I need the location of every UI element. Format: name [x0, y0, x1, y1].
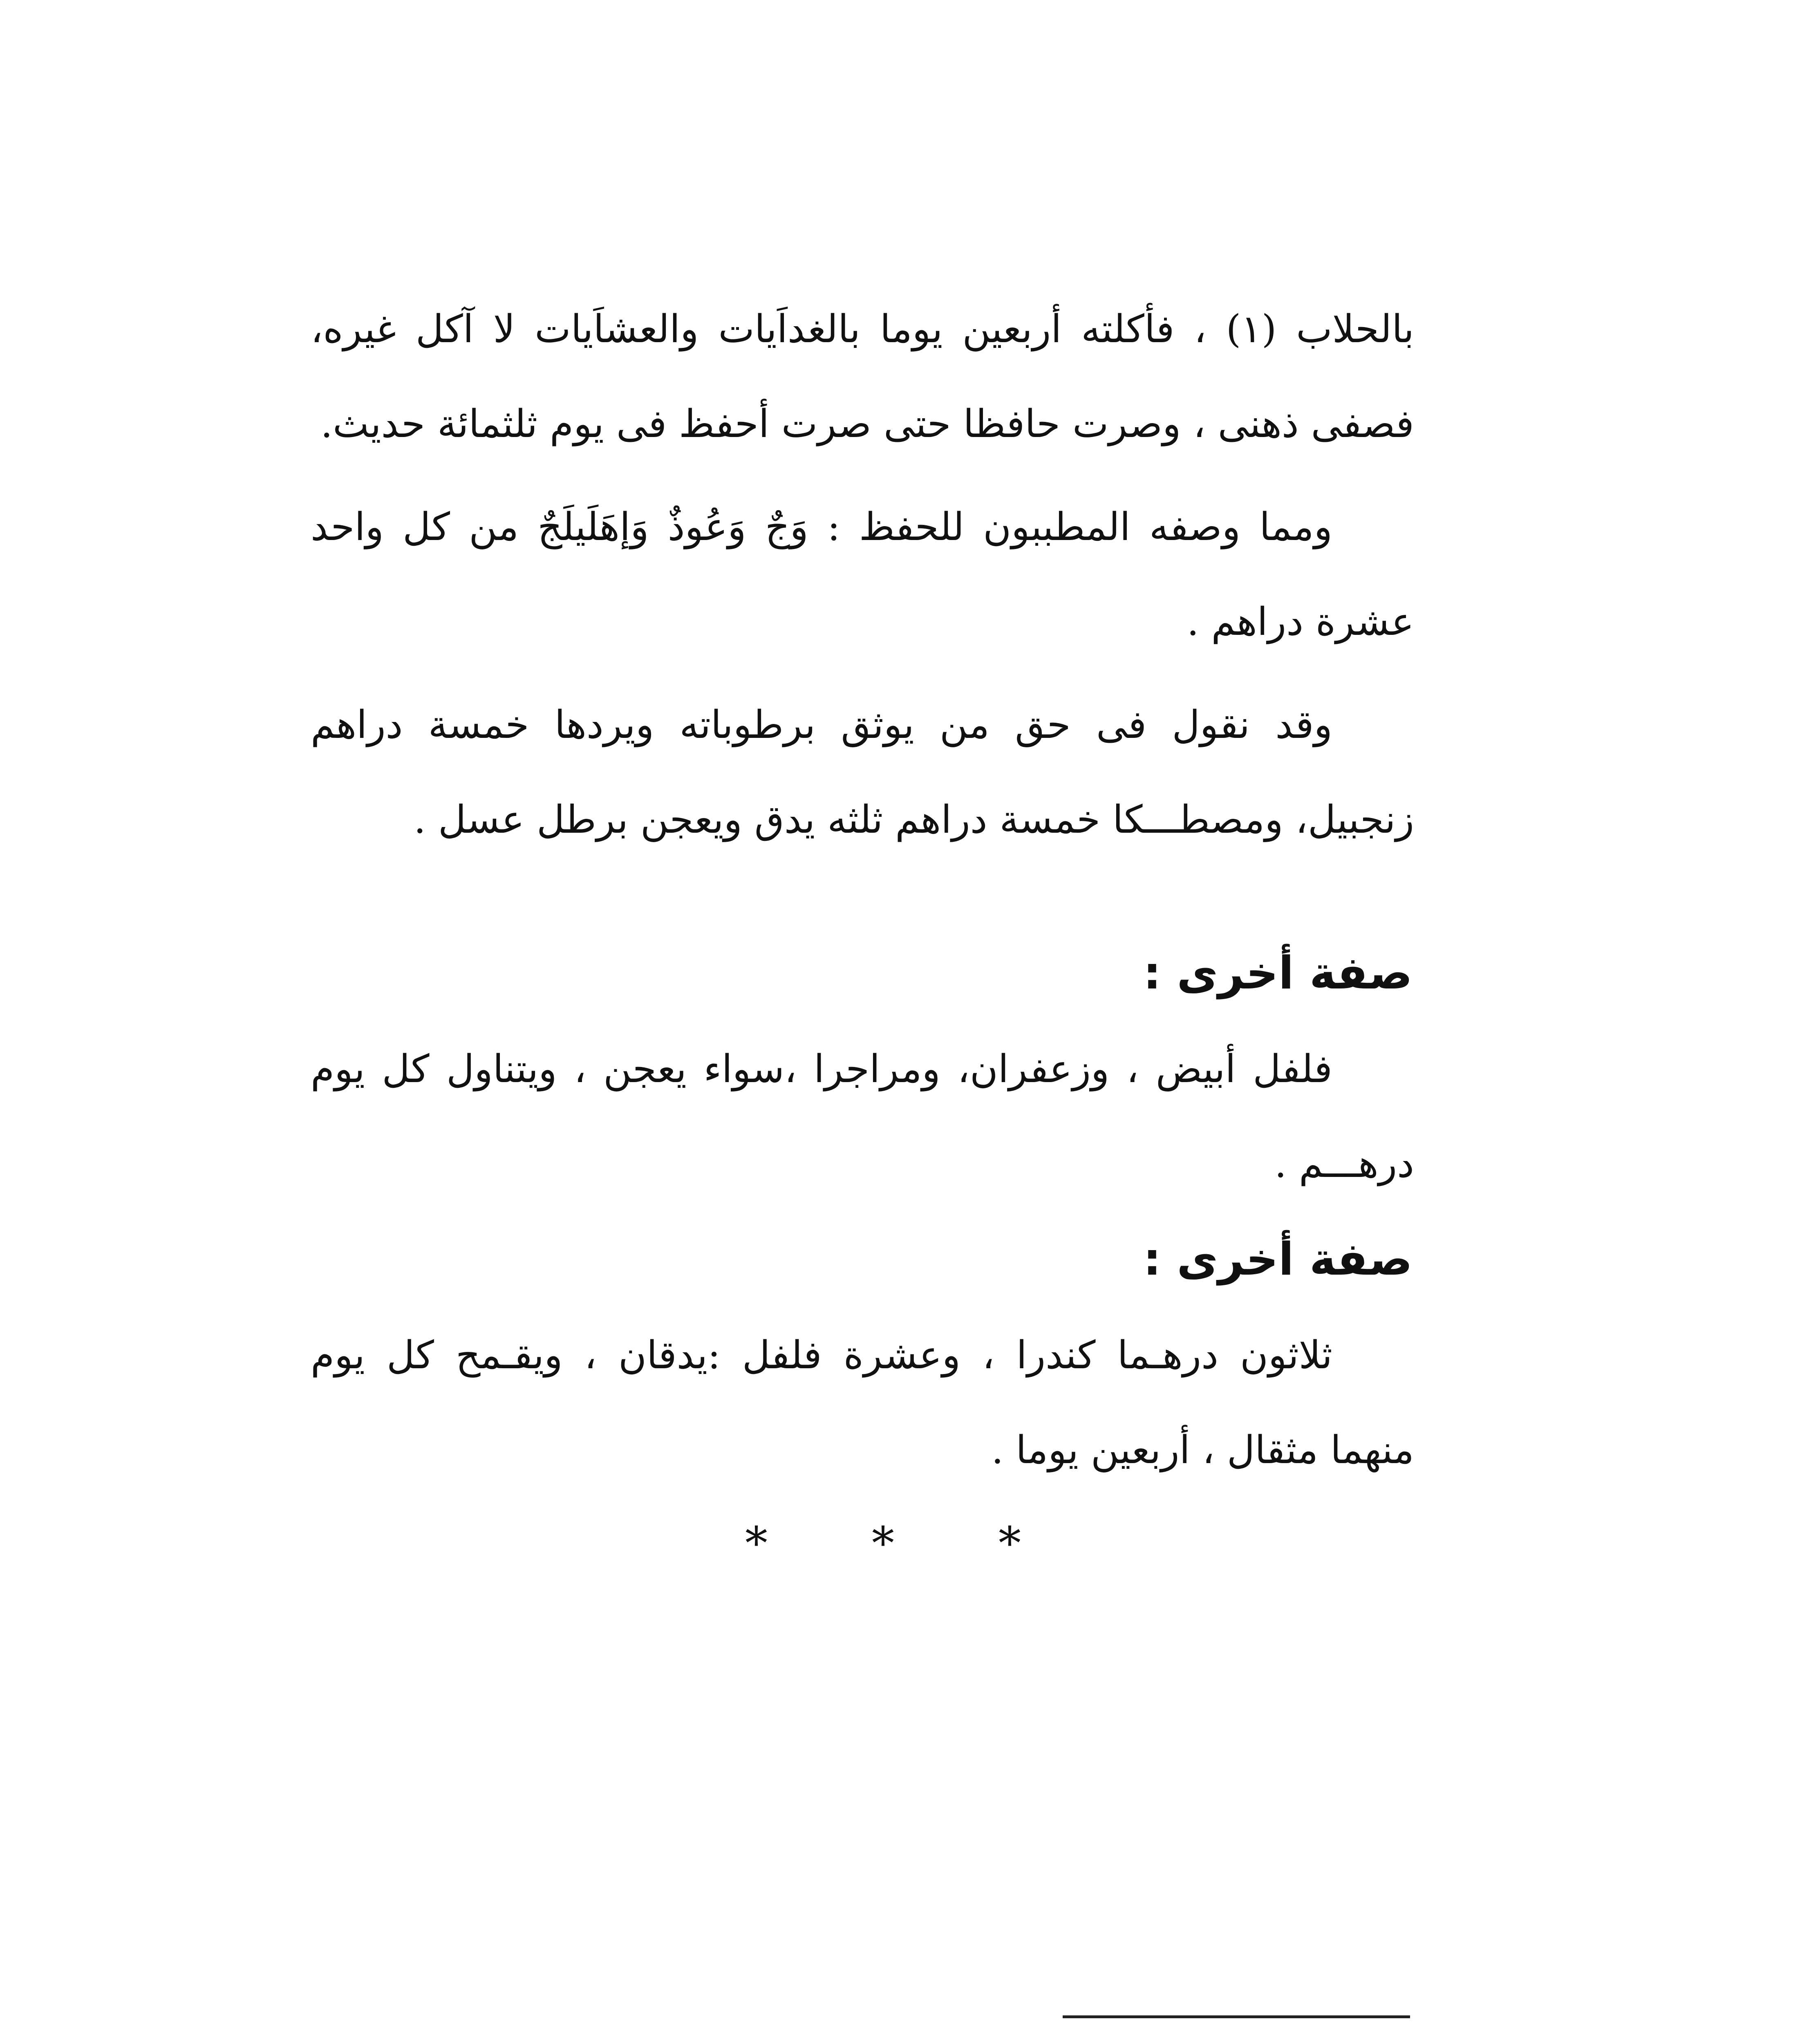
section-separator: * * * [745, 1517, 1066, 1569]
body-text-bottom [311, 1308, 1414, 1498]
paragraph-4: فلفل أبيض ، وزعفران، ومراجرا ،سواء يعجن ، ويتناول كل يوم درهـــم . [311, 1047, 1414, 1186]
body-text-middle [311, 1022, 1414, 1212]
paragraph-2: ومما وصفه المطببون للحفظ : وَجٌ وَعُوذٌ وَإهَلَيلَجٌ من كل واحد عشرة دراهم . [311, 505, 1414, 644]
section-heading-1: صفة أخرى : [1143, 947, 1413, 999]
section-heading-2: صفة أخرى : [1143, 1233, 1413, 1285]
paragraph-5: ثلاثون درهـما كندرا ، وعشرة فلفل :يدقان ، ويقـمح كل يوم منهما مثقال ، أربعين يوما . [311, 1333, 1414, 1472]
footnote-divider [1063, 2015, 1410, 2018]
paragraph-3: وقد نقول فى حق من يوثق برطوباته ويردها خمسة دراهم زنجبيل، ومصطـــكا خمسة دراهم ثلثه يدق ويعجن برطل عسل . [311, 703, 1414, 842]
paragraph-1: بالحلاب (١) ، فأكلته أربعين يوما بالغداَيات والعشاَيات لا آكل غيره، فصفى ذهنى ، وصرت حافظا حتى صرت أحفظ فى يوم ثلثمائة حديث. [311, 307, 1415, 446]
body-text-top [311, 282, 1414, 867]
